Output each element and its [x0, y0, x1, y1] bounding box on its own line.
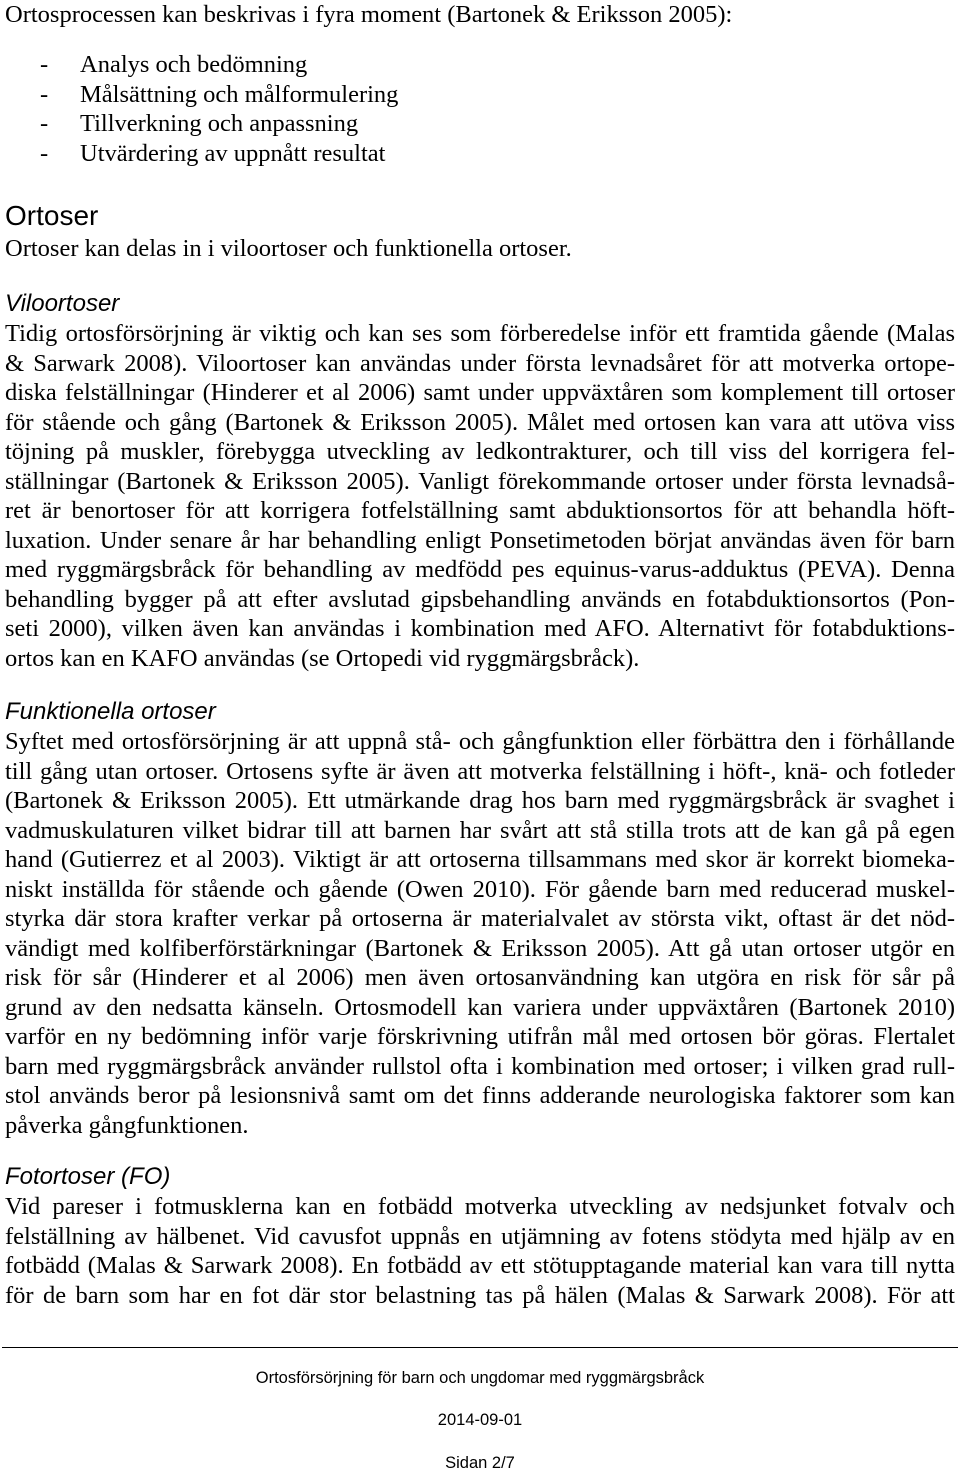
paragraph-line: Syftet med ortosförsörjning är att uppnå stå- och gångfunktion eller förbättra den i förhållande: [5, 728, 955, 755]
paragraph-line: med ryggmärgsbråck för behandling av medfödd pes equinus-varus-adduktus (PEVA). Denna: [5, 556, 955, 583]
paragraph-line: varför en ny bedömning inför varje förskrivning utifrån mål med ortosen bör göras. Flertalet: [5, 1023, 955, 1050]
paragraph-line: barn med ryggmärgsbråck använder rullstol ofta i kombination med ortoser; i vilken grad rull-: [5, 1052, 955, 1080]
paragraph-line: ortos kan en KAFO användas (se Ortopedi vid ryggmärgsbråck).: [5, 644, 640, 672]
paragraph-line: för de barn som har en fot där stor belastning tas på hälen (Malas & Sarwark 2008). För att: [5, 1281, 955, 1309]
list-item-text: Analys och bedömning: [80, 51, 308, 78]
list-item-text: Utvärdering av uppnått resultat: [80, 139, 386, 167]
paragraph-line: seti 2000), vilken även kan användas i kombination med AFO. Alternativt för fotabduktions-: [5, 615, 955, 642]
paragraph-line: för stående och gång (Bartonek & Eriksson 2005). Målet med ortosen kan vara att utöva viss: [5, 408, 955, 436]
paragraph-line: vadmuskulaturen vilket bidrar till att barnen har svårt att stå stilla trots att de kan gå på egen: [5, 816, 955, 844]
section-intro-text: Ortoser kan delas in i viloortoser och funktionella ortoser.: [5, 235, 572, 262]
footer-divider: [2, 1347, 958, 1348]
section-intro: [5, 234, 955, 264]
footer-date: 2014-09-01: [437, 1411, 523, 1429]
footer-page-number: Sidan 2/7: [445, 1454, 515, 1472]
paragraph-line: luxation. Under senare år har behandling enligt Ponsetimetoden börjat användas även för barn: [5, 526, 955, 554]
paragraph-line: fotbädd (Malas & Sarwark 2008). En fotbädd av ett stötupptagande material kan vara till nytta: [5, 1252, 955, 1279]
list-bullet: -: [40, 139, 49, 167]
subsection-viloortoser-heading: [5, 289, 955, 319]
paragraph-line: vändigt med kolfiberförstärkningar (Bartonek & Eriksson 2005). Att gå utan ortoser utgör en: [5, 934, 955, 962]
paragraph-line: behandling bygger på att efter avslutad gipsbehandling används en fotabduktionsortos (Pon-: [5, 585, 955, 613]
section-ortoser: [5, 200, 955, 232]
paragraph-line: grund av den nedsatta känseln. Ortosmodell kan variera under uppväxtåren (Bartonek 2010): [5, 993, 955, 1021]
paragraph-line: & Sarwark 2008). Viloortoser kan användas under första levnadsåret för att motverka ortope-: [5, 349, 955, 377]
footer-title: Ortosförsörjning för barn och ungdomar med ryggmärgsbråck: [255, 1369, 705, 1387]
paragraph-line: risk för sår (Hinderer et al 2006) men även ortosanvändning kan utgöra en risk för sår på: [5, 964, 955, 991]
paragraph-line: töjning på muskler, förebygga utveckling av ledkontrakturer, och till viss del korrigera fel-: [5, 438, 955, 465]
process-steps-list: [5, 50, 955, 168]
list-item-text: Målsättning och målformulering: [80, 80, 399, 108]
list-item: [5, 139, 955, 169]
paragraph-line: ställningar (Bartonek & Eriksson 2005). Vanligt förekommande ortoser under första levnadså-: [5, 467, 955, 495]
list-bullet: -: [40, 80, 49, 108]
subsection-title: Funktionella ortoser: [5, 698, 216, 725]
intro-text: Ortosprocessen kan beskrivas i fyra moment (Bartonek & Eriksson 2005):: [5, 1, 733, 28]
subsection-title: Fotortoser (FO): [5, 1163, 171, 1190]
paragraph-line: påverka gångfunktionen.: [5, 1111, 249, 1139]
paragraph-line: stol används beror på lesionsnivå samt om det finns adderande neurologiska faktorer som kan: [5, 1082, 955, 1109]
subsection-viloortoser-body: [5, 319, 955, 673]
list-item: [5, 80, 955, 110]
paragraph-line: niskt inställda för stående och gående (Owen 2010). För gående barn med reducerad muskel-: [5, 875, 955, 903]
paragraph-line: (Bartonek & Eriksson 2005). Ett utmärkande drag hos barn med ryggmärgsbråck är svaghet i: [5, 787, 955, 814]
list-bullet: -: [40, 51, 49, 78]
paragraph-line: ret är benortoser för att korrigera fotfelställning samt abduktionsortos för att behandla höft-: [5, 497, 955, 524]
paragraph-line: Vid pareser i fotmusklerna kan en fotbädd motverka utveckling av nedsjunket fotvalv och: [5, 1193, 955, 1220]
paragraph-line: diska felställningar (Hinderer et al 2006) samt under uppväxtåren som komplement till ortoser: [5, 379, 955, 406]
subsection-funktionella-body: [5, 727, 955, 1140]
subsection-title: Viloortoser: [5, 290, 120, 317]
paragraph-line: Tidig ortosförsörjning är viktig och kan ses som förberedelse inför ett framtida gående (Malas: [5, 320, 955, 347]
paragraph-line: felställning av hälbenet. Vid cavusfot uppnås en utjämning av fotens stödyta med hjälp av en: [5, 1222, 955, 1250]
list-item: [5, 109, 955, 139]
paragraph-line: hand (Gutierrez et al 2003). Viktigt är att ortoserna tillsammans med skor är korrekt biomeka-: [5, 846, 955, 873]
paragraph-line: till gång utan ortoser. Ortosens syfte är även att motverka felställning i höft-, knä- och fotleder: [5, 757, 955, 785]
subsection-fotortoser-body: [5, 1192, 955, 1310]
paragraph-line: styrka där stora krafter verkar på ortoserna är materialvalet av största vikt, oftast är det nöd-: [5, 905, 955, 932]
subsection-fotortoser-heading: [5, 1162, 955, 1192]
list-item: [5, 50, 955, 80]
list-item-text: Tillverkning och anpassning: [80, 110, 359, 137]
list-bullet: -: [40, 110, 49, 137]
section-title: Ortoser: [5, 200, 99, 231]
subsection-funktionella-heading: [5, 697, 955, 727]
intro-paragraph: [5, 0, 955, 30]
